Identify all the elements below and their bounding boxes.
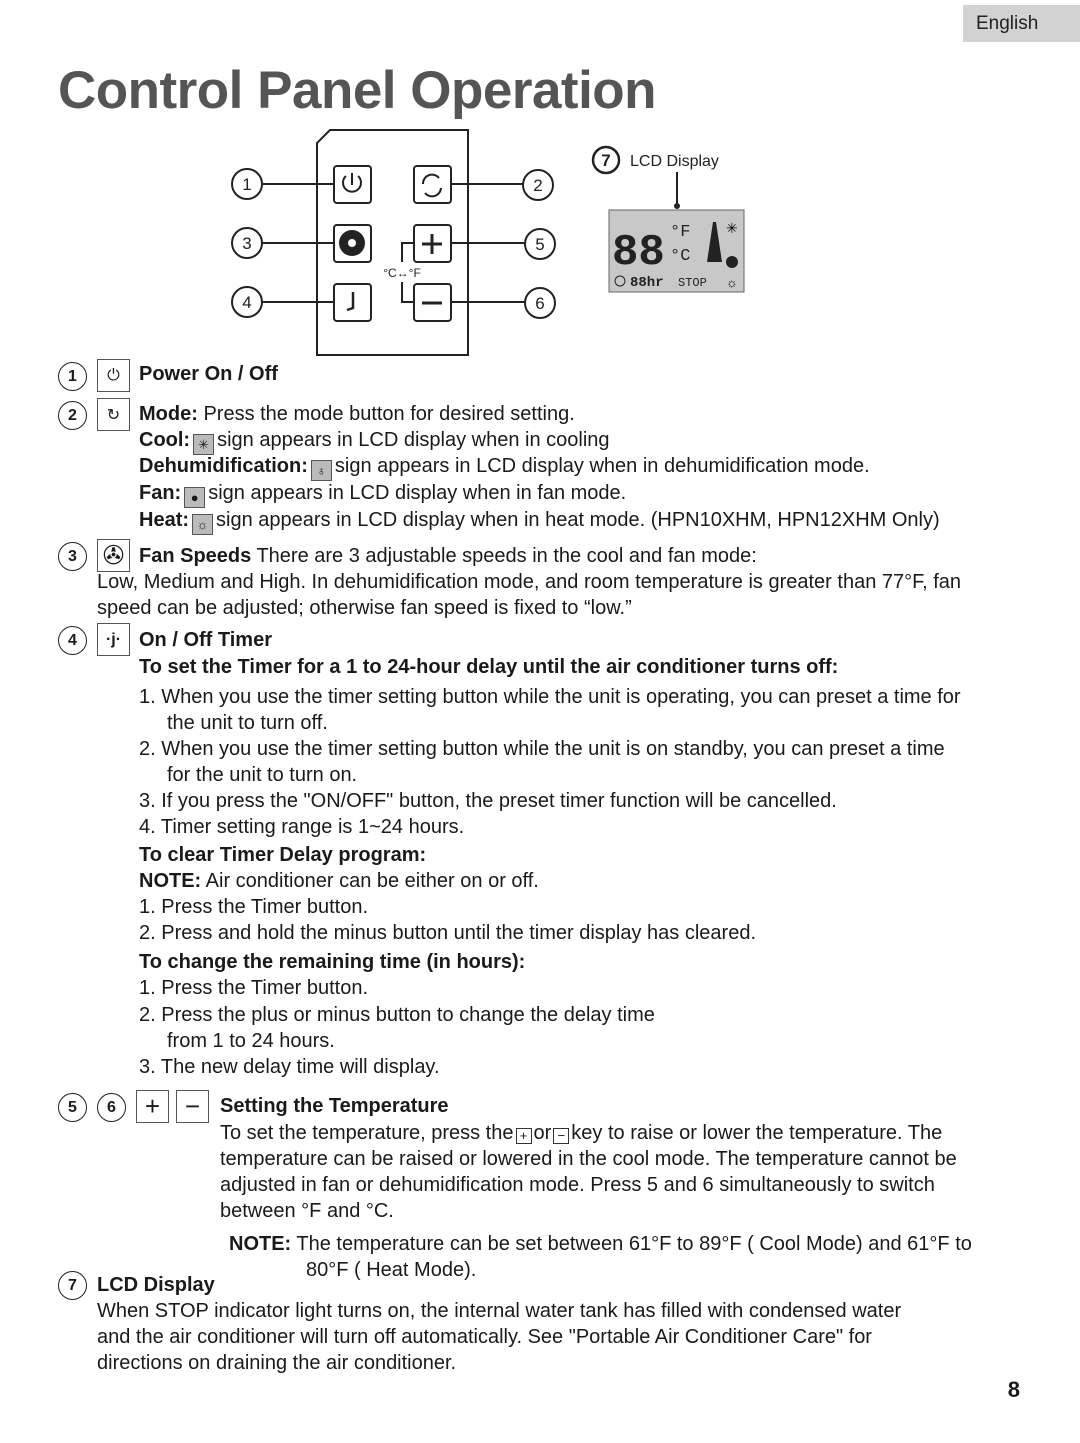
note-text: The temperature can be set between 61°F to 89°F ( Cool Mode) and 61°F to xyxy=(291,1233,972,1255)
list-item: 2. Press the plus or minus button to change the delay time xyxy=(139,1004,655,1026)
section-number: 5 xyxy=(58,1093,87,1122)
callout-5: 5 xyxy=(535,235,545,254)
dehum-label: Dehumidification: xyxy=(139,455,308,477)
text-line: between °F and °C. xyxy=(220,1200,394,1222)
heat-text: sign appears in LCD display when in heat mode. (HPN10XHM, HPN12XHM Only) xyxy=(216,509,940,531)
dehumidify-icon: ♁ xyxy=(311,460,332,481)
list-item: 2. Press and hold the minus button until the timer display has cleared. xyxy=(139,922,757,944)
plus-icon: + xyxy=(136,1090,169,1123)
fan-speeds-text: There are 3 adjustable speeds in the cool and fan mode: xyxy=(251,545,757,567)
text-line: speed can be adjusted; otherwise fan speed is fixed to “low.” xyxy=(97,597,632,619)
fan-speed-icon: ✇ xyxy=(97,539,130,572)
fan-icon: ● xyxy=(184,487,205,508)
text-segment: To set the temperature, press the xyxy=(220,1122,514,1144)
mode-text: Press the mode button for desired setting. xyxy=(197,403,575,425)
list-item: 2. When you use the timer setting button while the unit is on standby, you can preset a time xyxy=(139,738,945,760)
mode-heading: Mode: xyxy=(139,403,198,425)
callout-3: 3 xyxy=(242,234,252,253)
list-item: for the unit to turn on. xyxy=(167,764,358,786)
callout-1: 1 xyxy=(242,175,252,194)
lcd-callout-label: LCD Display xyxy=(630,153,719,170)
list-item: 3. If you press the "ON/OFF" button, the preset timer function will be cancelled. xyxy=(139,790,837,812)
list-item: 1. Press the Timer button. xyxy=(139,977,368,999)
control-panel-diagram xyxy=(0,0,1080,360)
list-item: 1. Press the Timer button. xyxy=(139,896,368,918)
text-segment: key to raise or lower the temperature. The xyxy=(571,1122,943,1144)
lcd-heading: LCD Display xyxy=(97,1274,215,1296)
lcd-celsius: °C xyxy=(670,247,691,266)
timer-icon: ·j· xyxy=(97,623,130,656)
lcd-digits: 88 xyxy=(612,228,665,278)
section-number: 6 xyxy=(97,1093,126,1122)
language-tab: English xyxy=(963,5,1080,42)
text-segment: or xyxy=(533,1122,552,1144)
cool-label: Cool: xyxy=(139,429,191,451)
power-icon: ⏻ xyxy=(97,359,130,392)
callout-7: 7 xyxy=(601,151,611,170)
lcd-fahrenheit: °F xyxy=(670,223,691,242)
heat-label: Heat: xyxy=(139,509,190,531)
list-item: 3. The new delay time will display. xyxy=(139,1056,440,1078)
cool-icon: ✳ xyxy=(193,434,214,455)
heat-icon: ☼ xyxy=(726,275,738,290)
note-label: NOTE: xyxy=(139,870,202,892)
lcd-timer: 88hr xyxy=(630,275,664,291)
temperature-heading: Setting the Temperature xyxy=(220,1095,449,1117)
power-heading: Power On / Off xyxy=(139,363,278,385)
cool-icon: ✳ xyxy=(726,220,738,236)
page-title: Control Panel Operation xyxy=(58,61,657,120)
text-line: directions on draining the air conditioner. xyxy=(97,1352,457,1374)
section-number: 2 xyxy=(58,401,87,430)
note-text: Air conditioner can be either on or off. xyxy=(201,870,539,892)
timer-subheading: To set the Timer for a 1 to 24-hour delay until the air conditioner turns off: xyxy=(139,656,839,678)
cool-text: sign appears in LCD display when in cooling xyxy=(217,429,610,451)
note-label: NOTE: xyxy=(229,1233,292,1255)
list-item: from 1 to 24 hours. xyxy=(167,1030,335,1052)
list-item: 4. Timer setting range is 1~24 hours. xyxy=(139,816,465,838)
callout-4: 4 xyxy=(242,293,252,312)
note-text: 80°F ( Heat Mode). xyxy=(306,1259,477,1281)
mode-icon: ↻ xyxy=(97,398,130,431)
section-number: 4 xyxy=(58,626,87,655)
timer-subheading: To clear Timer Delay program: xyxy=(139,844,427,866)
list-item: 1. When you use the timer setting button while the unit is operating, you can preset a time for xyxy=(139,686,961,708)
section-number: 1 xyxy=(58,362,87,391)
heat-icon: ☼ xyxy=(192,514,213,535)
fan-label: Fan: xyxy=(139,482,182,504)
text-line: adjusted in fan or dehumidification mode. Press 5 and 6 simultaneously to switch xyxy=(220,1174,935,1196)
fan-text: sign appears in LCD display when in fan mode. xyxy=(208,482,627,504)
section-number: 7 xyxy=(58,1271,87,1300)
dehum-text: sign appears in LCD display when in dehumidification mode. xyxy=(334,455,870,477)
callout-6: 6 xyxy=(535,294,545,313)
fan-speeds-heading: Fan Speeds xyxy=(139,545,252,567)
timer-heading: On / Off Timer xyxy=(139,629,272,651)
plus-key-icon: + xyxy=(516,1128,532,1144)
list-item: the unit to turn off. xyxy=(167,712,328,734)
minus-icon: − xyxy=(176,1090,209,1123)
callout-2: 2 xyxy=(533,176,543,195)
fan-mode-icon xyxy=(726,256,738,268)
lcd-stop: STOP xyxy=(678,276,707,290)
text-line: Low, Medium and High. In dehumidification mode, and room temperature is greater than 77°F, fan xyxy=(97,571,962,593)
text-line: When STOP indicator light turns on, the internal water tank has filled with condensed water xyxy=(97,1300,902,1322)
unit-switch-label: °C↔°F xyxy=(383,266,421,280)
page-number: 8 xyxy=(1007,1377,1020,1402)
minus-key-icon: − xyxy=(553,1128,569,1144)
text-line: and the air conditioner will turn off automatically. See "Portable Air Conditioner Care" for xyxy=(97,1326,872,1348)
timer-subheading: To change the remaining time (in hours): xyxy=(139,951,526,973)
section-number: 3 xyxy=(58,542,87,571)
text-line: temperature can be raised or lowered in the cool mode. The temperature cannot be xyxy=(220,1148,957,1170)
